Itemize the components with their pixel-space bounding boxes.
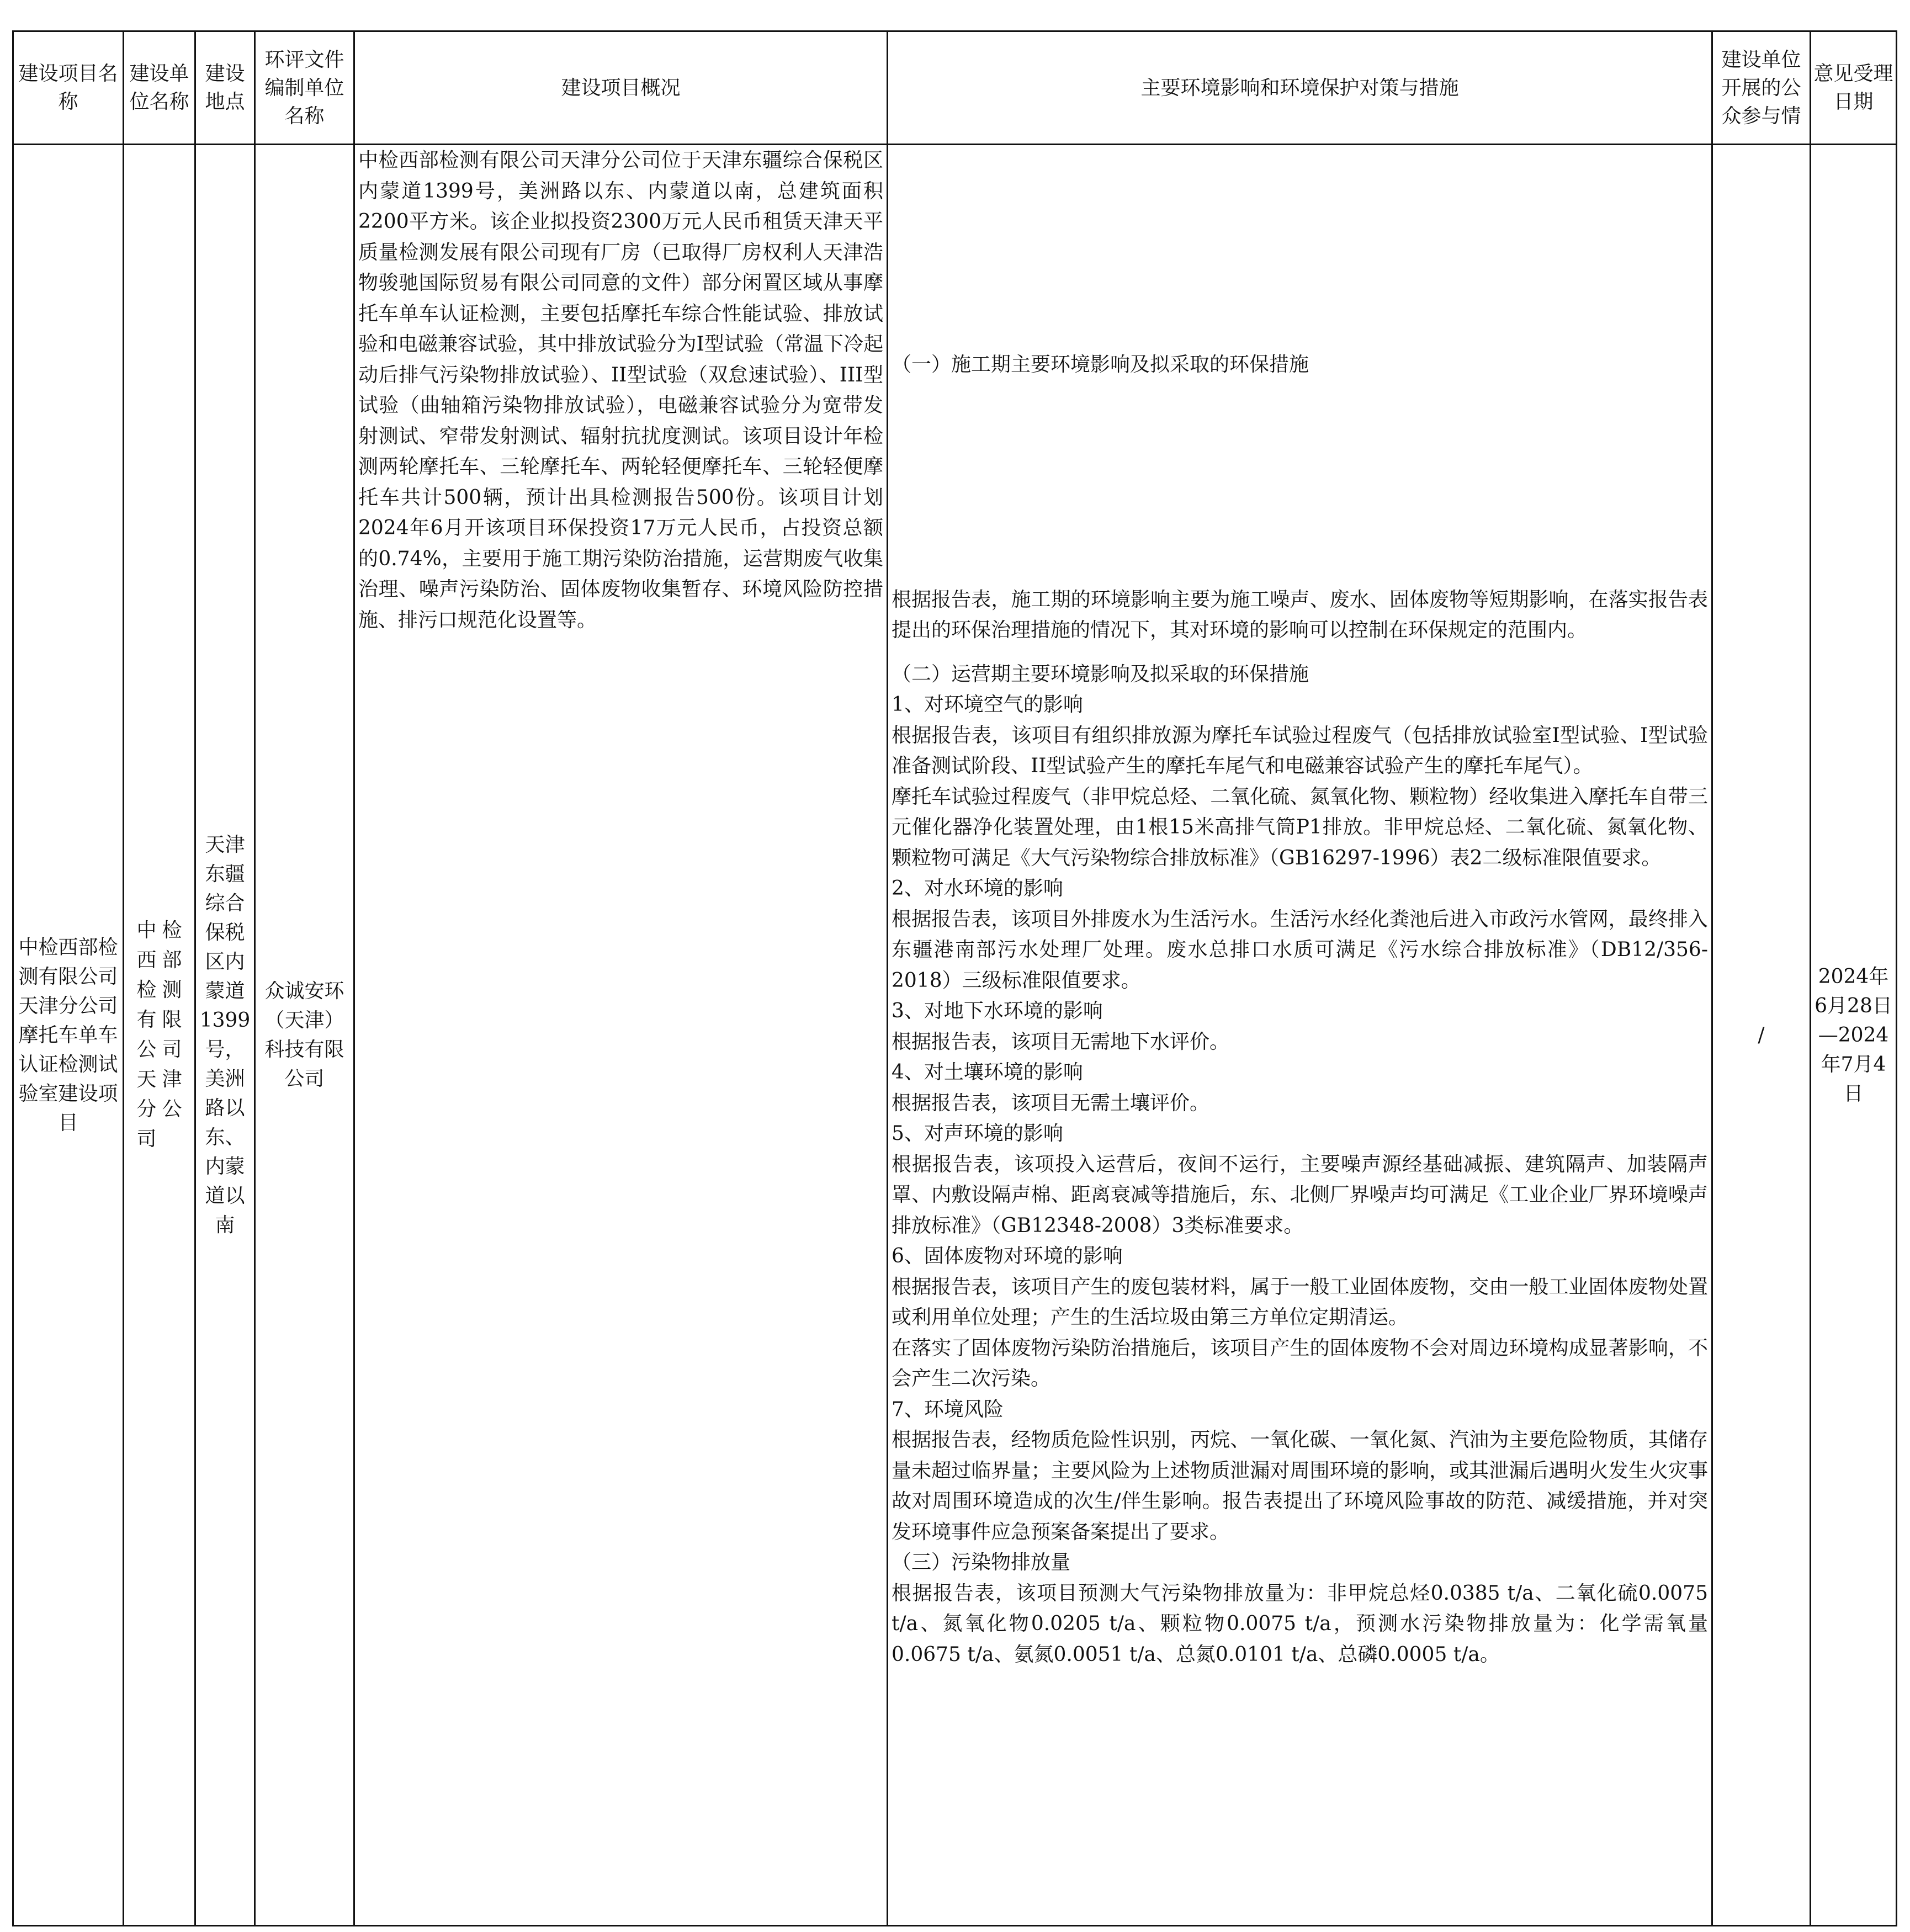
header-eia-unit: 环评文件编制单位名称 — [255, 31, 354, 145]
project-table — [12, 30, 1897, 1926]
environmental-risk-text: 根据报告表，经物质危险性识别，丙烷、一氧化碳、一氧化氮、汽油为主要危险物质，其储存量未超过临界量；主要风险为上述物质泄漏对周围环境的影响，或其泄漏后遇明火发生火灾事故对周围环境造成的次生/伴生影响。报告表提出了环境风险事故的防范、减缓措施，并对突发环境事件应急预案备案提出了要求。 — [892, 1429, 1708, 1543]
environmental-risk-title: 7、环境风险 — [892, 1398, 1004, 1421]
air-impact-title: 1、对环境空气的影响 — [892, 693, 1083, 716]
construction-phase-title: （一）施工期主要环境影响及拟采取的环保措施 — [892, 353, 1309, 376]
groundwater-impact-title: 3、对地下水环境的影响 — [892, 1000, 1103, 1022]
noise-impact-text: 根据报告表，该项投入运营后，夜间不运行，主要噪声源经基础减振、建筑隔声、加装隔声罩、内敷设隔声棉、距离衰减等措施后，东、北侧厂界噪声均可满足《工业企业厂界环境噪声排放标准》（GB12348-2008）3类标准要求。 — [892, 1153, 1708, 1237]
construction-phase-text: 根据报告表，施工期的环境影响主要为施工噪声、废水、固体废物等短期影响，在落实报告表提出的环保治理措施的情况下，其对环境的影响可以控制在环保规定的范围内。 — [892, 588, 1708, 641]
overview-cell — [354, 145, 888, 1926]
builder-name — [124, 916, 194, 1154]
header-public: 建设单位开展的公众参与情 — [1712, 31, 1811, 145]
air-impact-text-2: 摩托车试验过程废气（非甲烷总烃、二氧化硫、氮氧化物、颗粒物）经收集进入摩托车自带三元催化器净化装置处理，由1根15米高排气筒P1排放。非甲烷总烃、二氧化硫、氮氧化物、颗粒物可满足《大气污染物综合排放标准》（GB16297-1996）表2二级标准限值要求。 — [892, 785, 1708, 869]
solid-waste-text-1: 根据报告表，该项目产生的废包装材料，属于一般工业固体废物，交由一般工业固体废物处置或利用单位处理；产生的生活垃圾由第三方单位定期清运。 — [892, 1275, 1708, 1329]
location-cell: 天津东疆综合保税区内蒙道1399号，美洲路以东、内蒙道以南 — [195, 145, 255, 1926]
builder-cell — [124, 145, 195, 1926]
header-overview: 建设项目概况 — [354, 31, 888, 145]
operation-phase-title: （二）运营期主要环境影响及拟采取的环保措施 — [892, 662, 1309, 686]
eia-unit-cell: 众诚安环（天津）科技有限公司 — [255, 145, 354, 1926]
eia-approval-table — [12, 30, 1897, 1926]
solid-waste-title: 6、固体废物对环境的影响 — [892, 1245, 1123, 1267]
project-name-cell: 中检西部检测有限公司天津分公司摩托车单车认证检测试验室建设项目 — [13, 145, 124, 1926]
solid-waste-text-2: 在落实了固体废物污染防治措施后，该项目产生的固体废物不会对周边环境构成显著影响，不会产生二次污染。 — [892, 1336, 1708, 1390]
date-cell: 2024年6月28日—2024年7月4日 — [1811, 145, 1897, 1926]
emissions-title: （三）污染物排放量 — [892, 1551, 1071, 1574]
header-measures: 主要环境影响和环境保护对策与措施 — [888, 31, 1712, 145]
overview-text: 中检西部检测有限公司天津分公司位于天津东疆综合保税区内蒙道1399号，美洲路以东、内蒙道以南，总建筑面积2200平方米。该企业拟投资2300万元人民币租赁天津天平质量检测发展有限公司现有厂房（已取得厂房权利人天津浩物骏驰国际贸易有限公司同意的文件）部分闲置区域从事摩托车单车认证检测，主要包括摩托车综合性能试验、排放试验和电磁兼容试验，其中排放试验分为I型试验（常温下冷起动后排气污染物排放试验）、II型试验（双怠速试验）、III型试验（曲轴箱污染物排放试验），电磁兼容试验分为宽带发射测试、窄带发射测试、辐射抗扰度测试。该项目设计年检测两轮摩托车、三轮摩托车、两轮轻便摩托车、三轮轻便摩托车共计500辆，预计出具检测报告500份。该项目计划2024年6月开该项目环保投资17万元人民币，占投资总额的0.74%，主要用于施工期污染防治措施，运营期废气收集治理、噪声污染防治、固体废物收集暂存、环境风险防控措施、排污口规范化设置等。 — [358, 149, 883, 631]
soil-impact-text: 根据报告表，该项目无需土壤评价。 — [892, 1091, 1210, 1114]
groundwater-impact-text: 根据报告表，该项目无需地下水评价。 — [892, 1030, 1230, 1053]
builder-name-col-b: 检部测限司津公 — [162, 919, 182, 1121]
header-builder: 建设单位名称 — [124, 31, 195, 145]
public-participation-cell: / — [1712, 145, 1811, 1926]
emissions-text: 根据报告表，该项目预测大气污染物排放量为：非甲烷总烃0.0385 t/a、二氧化硫0.0075 t/a、氮氧化物0.0205 t/a、颗粒物0.0075 t/a，预测水污染物排放量为：化学需氧量0.0675 t/a、氨氮0.0051 t/a、总氮0.0101 t/a、总磷0.0005 t/a。 — [892, 1581, 1708, 1666]
builder-name-col-a: 中西检有公天分司 — [136, 919, 157, 1150]
air-impact-text-1: 根据报告表，该项目有组织排放源为摩托车试验过程废气（包括排放试验室I型试验、I型试验准备测试阶段、II型试验产生的摩托车尾气和电磁兼容试验产生的摩托车尾气）。 — [892, 724, 1708, 777]
header-location: 建设地点 — [195, 31, 255, 145]
water-impact-text: 根据报告表，该项目外排废水为生活污水。生活污水经化粪池后进入市政污水管网，最终排入东疆港南部污水处理厂处理。废水总排口水质可满足《污水综合排放标准》（DB12/356-2018）三级标准限值要求。 — [892, 907, 1708, 992]
header-project-name: 建设项目名称 — [13, 31, 124, 145]
water-impact-title: 2、对水环境的影响 — [892, 877, 1063, 900]
noise-impact-title: 5、对声环境的影响 — [892, 1122, 1063, 1145]
measures-cell — [888, 145, 1712, 1926]
header-row — [13, 31, 1897, 145]
header-date: 意见受理日期 — [1811, 31, 1897, 145]
soil-impact-title: 4、对土壤环境的影响 — [892, 1061, 1083, 1084]
project-row — [13, 145, 1897, 1926]
